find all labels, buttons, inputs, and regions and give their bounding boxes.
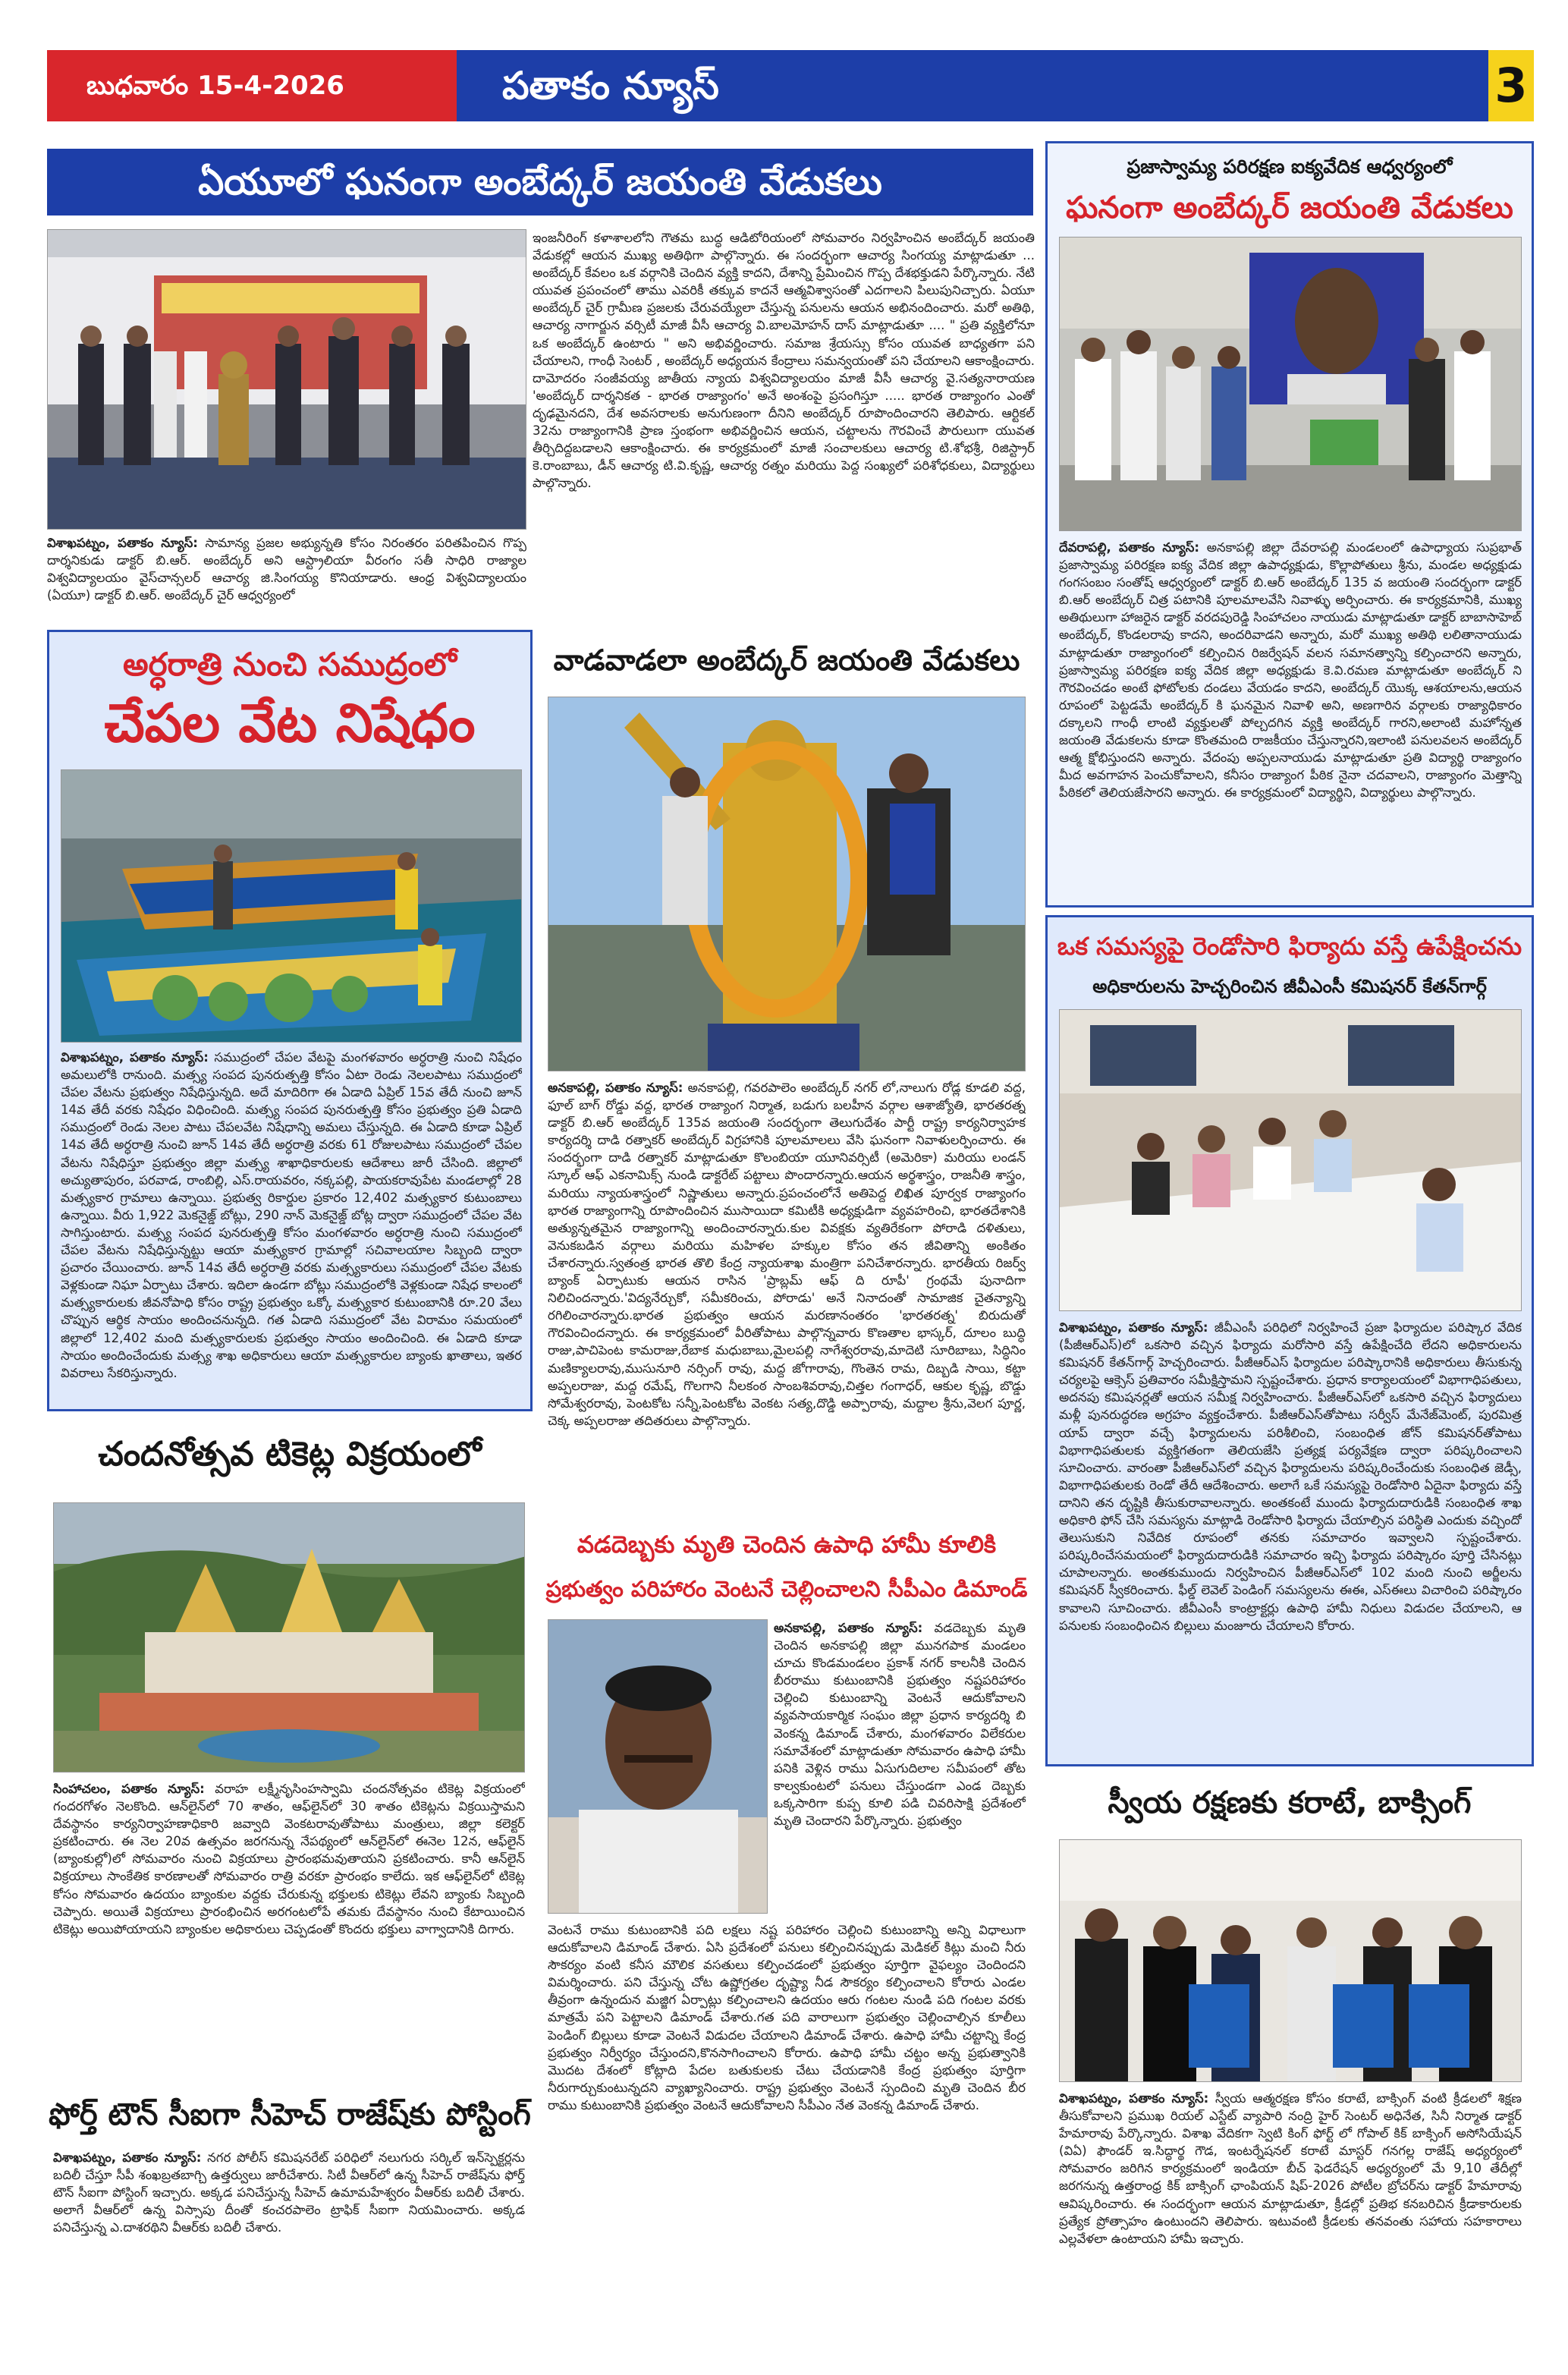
devarapalli-photo-image bbox=[1060, 238, 1522, 531]
devarapalli-headline: ఘనంగా అంబేద్కర్ జయంతి వేడుకలు bbox=[1066, 190, 1513, 225]
fishing-boat-photo bbox=[61, 769, 522, 1043]
gvmc-meeting-photo bbox=[1059, 1009, 1522, 1311]
au-story-text-col1: సామాన్య ప్రజల అభ్యున్నతి కోసం నిరంతరం పరితపించిన గొప్ప దార్శనికుడు డాక్టర్ బి.ఆర్. అంబేద్కర్ అని ఆస్ట్రాలియా వీరంగం సతీ సాధిరి రాజ్యాల విశ్వవిద్యాలయం వైస్‌చాన్సలర్ ఆచార్య జి.సింగయ్య కొనియాడారు. ఆంధ్ర విశ్వవిద్యాలయం (ఏయూ) డాక్టర్ బి.ఆర్. అంబేద్కర్ చైర్ ఆధ్వర్యంలో bbox=[47, 536, 526, 603]
devarapalli-photo bbox=[1059, 237, 1522, 531]
gvmc-headline: ఒక సమస్యపై రెండోసారి ఫిర్యాదు వస్తే ఉపేక్షించను bbox=[1057, 932, 1522, 961]
page-number: 3 bbox=[1494, 58, 1528, 113]
gvmc-subhead: అధికారులను హెచ్చరించిన జీవీఎంసీ కమిషనర్ కేతన్‌గార్గ్ bbox=[1092, 976, 1487, 997]
vadavada-text: అనకాపల్లి, గవరపాలెం అంబేద్కర్ నగర్ లో,నాలుగు రోడ్ల కూడలి వద్ద, ఫూల్ బాగ్ రోడ్డు వద్ద, భారత రాజ్యాంగ నిర్మాత, బడుగు బలహీన వర్గాల ఆశాజ్యోతి, భారతరత్న డాక్టర్ బి.ఆర్ అంబేద్కర్ 135వ జయంతి సందర్భంగా తెలుగుదేశం పార్టీ రాష్ట్ర కార్యనిర్వాహక కార్యదర్శి దాడి రత్నాకర్ అంబేద్కర్ విగ్రహానికి పూలమాలలు వేసి ఘనంగా నివాళులర్పించారు. ఈ సందర్భంగా దాడి రత్నాకర్ మాట్లాడుతూ కొలంబియా యూనివర్సిటీ (అమెరికా) మరియు లండన్ స్కూల్ ఆఫ్ ఎకనామిక్స్ నుండి డాక్టరేట్ పట్టాలు పొందారన్నారు.ఆయన అర్థశాస్త్రం, రాజనీతి శాస్త్రం, మరియు న్యాయశాస్త్రంలో నిష్ణాతులు అన్నారు.ప్రపంచంలోనే అతిపెద్ద లిఖిత పూర్వక రాజ్యాంగం భారత రాజ్యాంగాన్ని రూపొందించిన ముసాయిదా కమిటీకి అధ్యక్షుడిగా వ్యవహరించి, భారతదేశానికి అత్యున్నతమైన రాజ్యాంగాన్ని అందించారన్నారు.కుల వివక్షకు వ్యతిరేకంగా పోరాడి దళితులు, వెనుకబడిన వర్గాలు మరియు మహిళల హక్కుల కోసం తన జీవితాన్ని అంకితం చేశారన్నారు.స్వతంత్ర భారత తొలి కేంద్ర న్యాయశాఖ మంత్రిగా పనిచేశారన్నారు. భారతీయ రిజర్వ్ బ్యాంక్ ఏర్పాటుకు ఆయన రాసిన 'ప్రాబ్లమ్ ఆఫ్ ది రూపీ' గ్రంథమే పునాదిగా నిలిచిందన్నారు.'విద్యనేర్చుకో, సమీకరించు, పోరాడు' అనే నినాదంతో సామాజిక చైతన్యాన్ని రగిలించారన్నారు.భారత ప్రభుత్వం ఆయన మరణానంతరం 'భారతరత్న' బిరుదుతో గౌరవించిందన్నారు. ఈ కార్యక్రమంలో వీరితోపాటు పాల్గొన్నవారు కొణతాల భాస్కర్, దూలం బుద్ధి రాజు,పాచిపెంట కామరాజు,రేబాక మధుబాబు,మైలపల్లి నాగేశ్వరరావు,మాదెటి సూరిబాబు, సిద్ధినిం మణిక్యాలరావు,ముసునూరి నర్సింగ్ రావు, మద్ద జోగారావు, గొంతెన రామ, దిబ్బడి సాయి, కట్టా అప్పలరాజు, మద్ద రమేష్, గొలగాని నీలకంఠ సాంబశివరావు,చిత్తల గంగాధర్, ఆకుల కృష్ణ, బొడ్డు సోమేశ్వరరావు, పెంటకోట సన్నీ,పెంటకోట వెంకట సత్య,దొడ్డి అప్పారావు, మద్దాల శ్రీను,వెలగ పూర్ణ, చెక్క అప్పలరాజు తదితరులు పాల్గొన్నారు. bbox=[548, 1081, 1026, 1428]
posting-headline: ఫోర్త్ టౌన్ సీఐగా సీహెచ్ రాజేష్‌కు పోస్టింగ్ bbox=[49, 2097, 531, 2132]
masthead-title: పతాకం న్యూస్ bbox=[502, 64, 719, 108]
vadavada-headline: వాడవాడలా అంబేద్కర్ జయంతి వేడుకలు bbox=[553, 643, 1020, 677]
posting-body bbox=[53, 2149, 525, 2345]
masthead-date: బుధవారం 15-4-2026 bbox=[86, 71, 344, 101]
devarapalli-dateline: దేవరాపల్లి, పతాకం న్యూస్: bbox=[1059, 540, 1199, 555]
au-story-dateline: విశాఖపట్నం, పతాకం న్యూస్: bbox=[47, 536, 198, 550]
fishing-ban-headline-2: చేపల వేట నిషేధం bbox=[104, 692, 476, 754]
au-story-text-col2: ఇంజనీరింగ్ కళాశాలలోని గౌతమ బుద్ధ ఆడిటోరియంలో సోమవారం నిర్వహించిన అంబేద్కర్ జయంతి వేడుకల్లో ఆయన ముఖ్య అతిథిగా పాల్గొన్నారు. ఈ సందర్భంగా ఆచార్య సింగయ్య మాట్లాడుతూ ... అంబేద్కర్ కేవలం ఒక వర్గానికి చెందిన వ్యక్తి కాదని, దేశాన్ని ప్రేమించిన గొప్ప దేశభక్తుడని పేర్కొన్నారు. నేటి యువత ప్రపంచంలో తాము ఎవరికీ తక్కువ కాదనే ఆత్మవిశ్వాసంతో ఎదగాలని పిలుపునిచ్చారు. ఏయూ అంబేద్కర్ చైర్ గ్రామీణ ప్రజలకు చేరువయ్యేలా చేస్తున్న పనులను ఆయన అభినందించారు. మరో అతిథి, ఆచార్య నాగార్జున వర్సిటీ మాజీ వీసీ ఆచార్య వి.బాలమోహన్ దాస్ మాట్లాడుతూ .... " ప్రతి వ్యక్తిలోనూ ఒక అంబేద్కర్ ఉంటారు " అని అభివర్ణించారు. సమాజ శ్రేయస్సు కోసం యువత బాధ్యతగా పని చేయాలని, గాంధీ సెంటర్ , అంబేద్కర్ అధ్యయన కేంద్రాలు సమన్వయంతో పని చేయాలని ఆకాంక్షించారు. దామోదరం సంజీవయ్య జాతీయ న్యాయ విశ్వవిద్యాలయం మాజీ వీసీ ఆచార్య వై.సత్యనారాయణ 'అంబేద్కర్ దార్శనికత - భారత రాజ్యాంగం' అనే అంశంపై ప్రసంగిస్తూ ..... భారత రాజ్యాంగం ఎంతో దృఢమైనదని, దేశ అవసరాలకు అనుగుణంగా దీనిని అంబేద్కర్ రూపొందించారని తెలిపారు. ఆర్టికల్ 32ను రాజ్యాంగానికి ప్రాణ స్తంభంగా అభివర్ణించిన ఆయన, చట్టాలను గౌరవించే పౌరులుగా యువత తీర్చిదిద్దబడాలని ఆకాంక్షించారు. ఈ కార్యక్రమంలో మాజీ సంచాలకులు ఆచార్య టి.శోభశ్రీ, రిజిస్ట్రార్ కె.రాంబాబు, డీన్ ఆచార్య టి.వి.కృష్ణ, ఆచార్య రత్నం మరియు పెద్ద సంఖ్యలో పరిశోధకులు, విద్యార్థులు పాల్గొన్నారు. bbox=[533, 231, 1035, 491]
upadhi-headline-1: వడదెబ్బకు మృతి చెందిన ఉపాధి హామీ కూలికి bbox=[577, 1531, 997, 1559]
au-event-photo bbox=[47, 229, 526, 530]
devarapalli-subhead: ప్రజాస్వామ్య పరిరక్షణ ఐక్యవేదిక ఆధ్వర్యంలో bbox=[1127, 156, 1453, 178]
upadhi-side-text: వడదెబ్బకు మృతి చెందిన అనకాపల్లి జిల్లా మునగపాక మండలం చూచు కొండమండలం ప్రకాశ్ నగర్ కాలనీకి చెందిన బీరరాము కుటుంబానికి ప్రభుత్వం నష్టపరిహారం చెల్లించి కుటుంబాన్ని వెంటనే ఆదుకోవాలని వ్యవసాయకార్మిక సంఘం జిల్లా ప్రధాన కార్యదర్శి బి వెంకన్న డిమాండ్ చేశారు, మంగళవారం విలేకరుల సమావేశంలో మాట్లాడుతూ సోమవారం ఉపాధి హామీ పనికి వెళ్లిన రాము ఏసుగుదిలాల సమీపంలో తోట కాల్వకుంటలో పనులు చేస్తుండగా ఎండ దెబ్బకు ఒక్కసారిగా కుప్ప కూలి పడి చివరిసాక్షి ప్రదేశంలో మృతి చెందారని పేర్కొన్నారు. ప్రభుత్వం bbox=[774, 1621, 1026, 1829]
gvmc-dateline: విశాఖపట్నం, పతాకం న్యూస్: bbox=[1059, 1320, 1208, 1335]
temple-photo-image bbox=[54, 1503, 525, 1773]
gvmc-body bbox=[1059, 1319, 1522, 1763]
temple-photo bbox=[53, 1502, 525, 1773]
karate-headline: స్వీయ రక్షణకు కరాటే, బాక్సింగ్ bbox=[1108, 1785, 1472, 1820]
posting-dateline: విశాఖపట్నం, పతాకం న్యూస్: bbox=[53, 2150, 202, 2165]
upadhi-portrait-photo-image bbox=[548, 1620, 768, 1914]
gvmc-text: జీవీఎంసీ పరిధిలో నిర్వహించే ప్రజా ఫిర్యాదుల పరిష్కార వేదిక (పీజీఆర్‌ఎస్)లో ఒకసారి వచ్చిన ఫిర్యాదు మరోసారి వస్తే ఉపేక్షించేది లేదని అధికారులను కమిషనర్ కేతన్‌గార్గ్ హెచ్చరించారు. పీజీఆర్‌ఎస్ ఫిర్యాదుల పరిష్కారానికి అధికారులు తీసుకున్న చర్యలపై ఆక్సెస్ ప్రతివారం సమీక్షిస్తామని స్పష్టంచేశారు. ప్రధాన కార్యాలయంలో విభాగాధిపతులు, అదనపు కమిషనర్లతో ఆయన సమీక్ష నిర్వహించారు. పీజీఆర్‌ఎస్‌లో ఒకసారి వచ్చిన ఫిర్యాదులు మళ్లీ పునరుద్ధరణ అగ్రహం వ్యక్తంచేశారు. పీజీఆర్‌ఎస్‌తోపాటు సర్వీస్ మేనేజ్‌మెంట్, పురమిత్ర యాప్ ద్వారా వచ్చే ఫిర్యాదులను పరిశీలించి, సంబంధిత జోన్ కమిషనర్‌తోపాటు విభాగాధిపతులకు వ్యక్తిగతంగా తెలియజేసి ప్రత్యక్ష పర్యవేక్షణ ద్వారా పరిష్కరించాలని సూచించారు. వారంతా పీజీఆర్‌ఎస్‌లో వచ్చిన ఫిర్యాదులను పరిష్కరించేందుకు సంబంధిత జెడ్సీ, విభాగాధిపతులకు రెండో తేదీ ఆదేశించారు. అలాగే ఒకే సమస్యపై రెండోసారి ఏదైనా ఫిర్యాదు వస్తే దానిని తన దృష్టికి తీసుకురావాలన్నారు. అంతకంటే ముందు ఫిర్యాదుదారుడికి సంబంధిత శాఖ అధికారి ఫోన్ చేసి సమస్యను మాట్లాడి రెండోసారి ఫిర్యాదు చేయాల్సిన పరిస్థితి ఎందుకు వచ్చిందో తెలుసుకుని నివేదిక రూపంలో తనకు సమాచారం ఇవ్వాలని స్పష్టంచేశారు. పరిష్కరించేసమయంలో ఫిర్యాదుదారుడికి సమాచారం ఇచ్చి ఫిర్యాదు పరిష్కారం పూర్తి చేసినట్లు చూపాలన్నారు. అంతకుముందు నిర్వహించిన పీజీఆర్‌ఎస్‌లో 102 మంది నుంచి అర్జీలను కమిషనర్ స్వీకరించారు. ఫీల్డ్ లెవెల్ పెండింగ్ సమస్యలను ఈఈ, ఎస్‌ఈలు విచారించి పరిష్కారం కావాలని సూచించారు. జీవీఎంసీ కాంట్రాక్టర్లు ఉపాధి హామీ నిధులు విడుదల చేయాలని, ఆ పనులకు సంబంధించిన బిల్లులు మంజూరు చేయాలని కోరారు. bbox=[1059, 1320, 1522, 1633]
vadavada-dateline: అనకాపల్లి, పతాకం న్యూస్: bbox=[548, 1081, 683, 1095]
devarapalli-body bbox=[1059, 539, 1522, 903]
upadhi-headline-2: ప్రభుత్వం పరిహారం వెంటనే చెల్లించాలని సీపీఎం డిమాండ్ bbox=[545, 1576, 1028, 1602]
vadavada-body bbox=[548, 1079, 1026, 1507]
tickets-body bbox=[53, 1780, 525, 2071]
devarapalli-text: అనకాపల్లి జిల్లా దేవరాపల్లి మండలంలో ఉపాధ్యాయ సుప్రభాత్ ప్రజాస్వామ్య పరిరక్షణ ఐక్య వేదిక జిల్లా ఉపాధ్యక్షుడు, కొల్లాపోతులు శ్రీను, మండల అధ్యక్షుడు గంగసంబం సంతోష్ ఆధ్వర్యంలో డాక్టర్ బి.ఆర్ అంబేద్కర్ 135 వ జయంతి సందర్భంగా డాక్టర్ బి.ఆర్ అంబేద్కర్ చిత్ర పటానికి పూలమాలవేసి నివాళ్ళు అర్పించారు. ఈ కార్యక్రమానికి, ముఖ్య అతిథులుగా హాజరైన డాక్టర్ వరదపురెడ్డి సింహాచలం నాయుడు మాట్లాడుతూ డాక్టర్ బాబాసాహెబ్ అంబేద్కర్, కొండలరావు కాదని, అందరివాడని అన్నారు, మరో ముఖ్య అతిథి లలితానాయుడు మాట్లాడుతూ రాజ్యాంగంలో కల్పించిన రిజర్వేషన్ వలన సమానత్వాన్ని కల్పించారని అన్నారు, ప్రజాస్వామ్య పరిరక్షణ ఐక్య వేదిక జిల్లా అధ్యక్షుడు కె.వి.రమణ మాట్లాడుతూ అంబేద్కర్ ని గౌరవించడం అంటే ఫోటోలకు దండలు వేయడం కాదని, అంబేద్కర్ యొక్క ఆశయాలను,ఆయన రూపంలో పెట్టడమే అంబేద్కర్ కి ఘనమైన నివాళి అని, అణగారిన వర్గాలకు రాజ్యాధికారం దక్కాలని గాంధీ లాంటి వ్యక్తులతో పోల్చదగిన వ్యక్తి అంబేద్కర్ గారని,అలాంటి మహోన్నత జయంతి వేడుకలను కూడా కొంతమంది రాజకీయం చేస్తున్నారని,ఇలాంటి పనులవలన అంబేద్కర్ ఆత్మ క్షోభిస్తుందని అన్నారు. వేదంపు అప్పలనాయుడు మాట్లాడుతూ ప్రతి విద్యార్థి రాజ్యాంగం మీద అవగాహన పెంచుకోవాలని, కనీసం రాజ్యాంగ పీఠిక నైనా చదవాలని, రాజ్యాంగం మెత్తాన్ని పీఠికలో తెలియజేసారని అన్నారు. ఈ కార్యక్రమంలో విద్యార్థిని, విద్యార్థులు పాల్గొన్నారు. bbox=[1059, 540, 1522, 801]
karate-text: స్వీయ ఆత్మరక్షణ కోసం కరాటే, బాక్సింగ్ వంటి క్రీడలలో శిక్షణ తీసుకోవాలని ప్రముఖ రియల్ ఎస్టేట్ వ్యాపారి నంద్రి హైర్ సెంటర్ అధినేత, సినీ నిర్మాత డాక్టర్ హేమారావు పేర్కొన్నారు. విశాఖ వేదికగా స్వెటి కింగ్ ఫోర్ట్ లో గోపాల్ కిక్ బాక్సింగ్ అసోసియేషన్ (విఏ) ఫౌండర్ ఇ.సిద్ధార్థ గౌడ, ఇంటర్నేషనల్ కరాటే మాస్టర్ గనగల్ల రాజేష్ అధ్యర్యంలో సోమవారం జరిగిన కార్యక్రమంలో ఇండియా బీచ్ ఫెడరేషన్ అధ్యర్యంలో మే 9,10 తేదీల్లో జరగనున్న ఉత్తరాంధ్ర కిక్ బాక్సింగ్ ఛాంపియన్ షిప్-2026 పోటీల బ్రోచర్‌ను డాక్టర్ హేమారావు ఆవిష్కరించారు. ఈ సందర్భంగా ఆయన మాట్లాడుతూ, క్రీడల్లో ప్రతిభ కనబరిచిన క్రీడాకారులకు ప్రత్యేక ప్రోత్సాహం ఉంటుందని తెలిపారు. ఇటువంటి క్రీడలకు తనవంతు సహాయ సహకారాలు ఎల్లవేళలా ఉంటాయని హామీ ఇచ్చారు. bbox=[1059, 2091, 1522, 2246]
au-story-headline: ఏయూలో ఘనంగా అంబేద్కర్ జయంతి వేడుకలు bbox=[47, 149, 1033, 215]
vadavada-statue-photo-image bbox=[548, 697, 1026, 1071]
upadhi-text: వెంటనే రాము కుటుంబానికి పది లక్షలు నష్ట పరిహారం చెల్లించి కుటుంబాన్ని అన్ని విధాలుగా ఆదుకోవాలని డిమాండ్ చేశారు. ఏసి ప్రదేశంలో పనులు కల్పించినప్పుడు మెడికల్ కిట్లు మంచి నీరు సౌకర్యం వంటి కనీస మౌలిక వసతులు కల్పించడంలో ప్రభుత్వం పూర్తిగా వైఫల్యం చెందిందని విమర్శించారు. పని చేస్తున్న చోట ఉష్ణోగ్రతల దృష్ట్యా నీడ సౌకర్యం కల్పించాలని కోరారు ఎండల తీవ్రంగా ఉన్నందున మజ్జిగ ఏర్పాట్లు కల్పించాలని ఉదయం ఆరు గంటల నుండి పది గంటల వరకు మాత్రమే పని పెట్టాలని డిమాండ్ చేశారు.గత పది వారాలుగా ప్రభుత్వం చెల్లించాల్సిన కూలీలు పెండింగ్ బిల్లులు కూడా వెంటనే విడుదల చేయాలని డిమాండ్ చేశారు. ఉపాధి హామీ చట్టాన్ని కేంద్ర ప్రభుత్వం నిర్వీర్యం చేస్తుందని,కొనసాగించాలని కోరారు. ఉపాధి హామీ చట్టం అన్న ప్రభుత్వానికి మొదట దేశంలో కోట్లాది పేదల బతుకులకు చేటు చేయడానికి కేంద్ర ప్రభుత్వం పూర్తిగా నీరుగార్చుకుంటున్నదని వ్యాఖ్యానించారు. రాష్ట్ర ప్రభుత్వం వెంటనే స్పందించి మృతి చెందిన బీర రాము కుటుంబానికి ప్రభుత్వం వెంటనే ఆదుకోవాలని సీపీఎం నేత వెంకన్న డిమాండ్ చేశారు. bbox=[548, 1923, 1026, 2112]
tickets-dateline: సింహాచలం, పతాకం న్యూస్: bbox=[53, 1782, 205, 1796]
au-story-body-col1 bbox=[47, 534, 526, 604]
upadhi-body bbox=[548, 1921, 1026, 2345]
fishing-ban-dateline: విశాఖపట్నం, పతాకం న్యూస్: bbox=[61, 1050, 209, 1065]
tickets-text: వరాహ లక్ష్మీనృసింహస్వామి చందనోత్సవం టికెట్ల విక్రయంలో గందరగోళం నెలకొంది. ఆన్‌లైన్‌లో 70 శాతం, ఆఫ్‌లైన్‌లో 30 శాతం టికెట్లను విక్రయిస్తామని దేవస్థానం కార్యనిర్వాహణాధికారి జవ్వాది వెంకటరావుతోపాటు మంత్రులు, జిల్లా కలెక్టర్ ప్రకటించారు. ఈ నెల 20వ ఉత్సవం జరగనున్న నేపథ్యంలో ఆన్‌లైన్‌లో ఈనెల 12న, ఆఫ్‌లైన్ (బ్యాంకుల్లో)లో సోమవారం నుంచి విక్రయాలు ప్రారంభమవుతాయని ప్రకటించారు. కానీ ఆన్‌లైన్ విక్రయాలు సాంకేతిక కారణాలతో సోమవారం రాత్రి వరకూ ప్రారంభం కాలేదు. ఇక ఆఫ్‌లైన్‌లో టికెట్ల కోసం సోమవారం ఉదయం బ్యాంకుల వద్దకు చేరుకున్న భక్తులకు టికెట్లు లేవని బ్యాంకు సిబ్బంది చెప్పారు. అయితే విక్రయాలు ప్రారంభించిన అరగంటలోపే తమకు దేవస్థానం నుంచి కేటాయించిన టికెట్లు అయిపోయాయని బ్యాంకుల అధికారులు చెప్పడంతో కొందరు భక్తులు వాగ్వాదానికి దిగారు. bbox=[53, 1782, 525, 1936]
upadhi-dateline: అనకాపల్లి, పతాకం న్యూస్: bbox=[774, 1621, 923, 1635]
upadhi-side-text-block bbox=[774, 1619, 1026, 1914]
tickets-headline: చందనోత్సవ టికెట్ల విక్రయంలో bbox=[98, 1435, 482, 1474]
vadavada-statue-photo bbox=[548, 697, 1026, 1071]
fishing-ban-headline-1: అర్ధరాత్రి నుంచి సముద్రంలో bbox=[122, 646, 457, 683]
karate-dateline: విశాఖపట్నం, పతాకం న్యూస్: bbox=[1059, 2091, 1209, 2106]
karate-body bbox=[1059, 2090, 1522, 2345]
posting-text: నగర పోలీస్ కమిషనరేట్ పరిధిలో నలుగురు సర్కిల్ ఇన్‌స్పెక్టర్లను బదిలీ చేస్తూ సీపీ శంఖబ్రతబాగ్చి ఉత్తర్వులు జారీచేశారు. సిటీ వీఆర్‌లో ఉన్న సీహెచ్ రాజేష్‌ను ఫోర్త్ టౌన్ సీఐగా పోస్టింగ్ ఇచ్చారు. అక్కడ పనిచేస్తున్న సీహెచ్ ఉమామహేశ్వరం వీఆర్‌కు బదిలీ చేశారు. అలాగే వీఆర్‌లో ఉన్న విస్సాపు దీంతో కంచరపాలెం ట్రాఫిక్ సీఐగా నియమించారు. అక్కడ పనిచేస్తున్న ఎ.దాశరథిని వీఆర్‌కు బదిలీ చేశారు. bbox=[53, 2150, 525, 2235]
fishing-ban-text: సముద్రంలో చేపల వేటపై మంగళవారం అర్ధరాత్రి నుంచి నిషేధం అమలులోకి రానుంది. మత్స్య సంపద పునరుత్పత్తి కోసం ఏటా రెండు నెలలపాటు సముద్రంలో చేపల వేటను ప్రభుత్వం నిషేధిస్తున్నది. అదే మాదిరిగా ఈ ఏడాది ఏప్రిల్ 15వ తేదీ నుంచి జూన్ 14వ తేదీ వరకు నిషేధం విధించింది. మత్స్య సంపద పునరుత్పత్తి కోసం ప్రభుత్వం ప్రతి ఏడాది సముద్రంలో రెండు నెలల పాటు చేపలవేట నిషేధాన్ని అమలు చేస్తున్నది. ఈ ఏడాది కూడా ఏప్రిల్ 14వ తేదీ అర్ధరాత్రి నుంచి జూన్ 14వ తేదీ అర్ధరాత్రి వరకు 61 రోజులపాటు సముద్రంలో చేపల వేటను నిషేధిస్తూ ప్రభుత్వం జిల్లా మత్స్య శాఖాధికారులకు ఆదేశాలు జారీ చేసింది. జిల్లాలో అచ్యుతాపురం, పరవాడ, రాంబిల్లి, ఎస్.రాయవరం, నక్కపల్లి, పాయకరావుపేట మండలాల్లో 28 మత్స్యకార గ్రామాలు ఉన్నాయి. ప్రభుత్వ రికార్డుల ప్రకారం 12,402 మత్స్యకార కుటుంబాలు ఉన్నాయి. వీరు 1,922 మెకనైజ్డ్ బోట్లు, 290 నాన్ మెకనైజ్డ్ బోట్ల ద్వారా సముద్రంలో చేపల వేట సాగిస్తుంటారు. మత్స్య సంపద పునరుత్పత్తి కోసం మంగళవారం అర్ధరాత్రి నుంచి సముద్రంలో చేపల వేటను నిషేధిస్తున్నట్టు ఆయా మత్స్యకార గ్రామాల్లో సచివాలయాల సిబ్బంది ద్వారా ప్రచారం చేయించారు. జూన్ 14వ తేదీ అర్ధరాత్రి వరకు మత్స్యకారులు సముద్రంలో చేపల వేటకు వెళ్లకుండా నిఘా ఏర్పాటు చేశారు. ఇదిలా ఉండగా బోట్లు సముద్రంలోకి వెళ్లకుండా నిషేధ కాలంలో మత్స్యకారులకు జీవనోపాధి కోసం రాష్ట్ర ప్రభుత్వం ఒక్కో మత్స్యకార కుటుంబానికి రూ.20 వేలు చొప్పున ఆర్థిక సాయం అందించనున్నది. గత ఏడాది సముద్రంలో వేట విరామం సమయంలో జిల్లాలో 12,402 మంది మత్స్యకారులకు ప్రభుత్వం సాయం అందించింది. ఈ ఏడాది కూడా సాయం అందించేందుకు మత్స్య శాఖ అధికారులు ఆయా మత్స్యకారుల బ్యాంకు ఖాతాలు, ఇతర వివరాలు సేకరిస్తున్నారు. bbox=[61, 1050, 522, 1380]
upadhi-portrait-photo bbox=[548, 1619, 768, 1914]
karate-photo-image bbox=[1060, 1840, 1522, 2082]
fishing-ban-body bbox=[61, 1049, 522, 1408]
au-story-body-col2 bbox=[533, 229, 1035, 601]
karate-photo bbox=[1059, 1839, 1522, 2082]
au-event-photo-image bbox=[48, 230, 526, 530]
fishing-boat-photo-image bbox=[61, 770, 522, 1043]
gvmc-meeting-photo-image bbox=[1060, 1010, 1522, 1311]
